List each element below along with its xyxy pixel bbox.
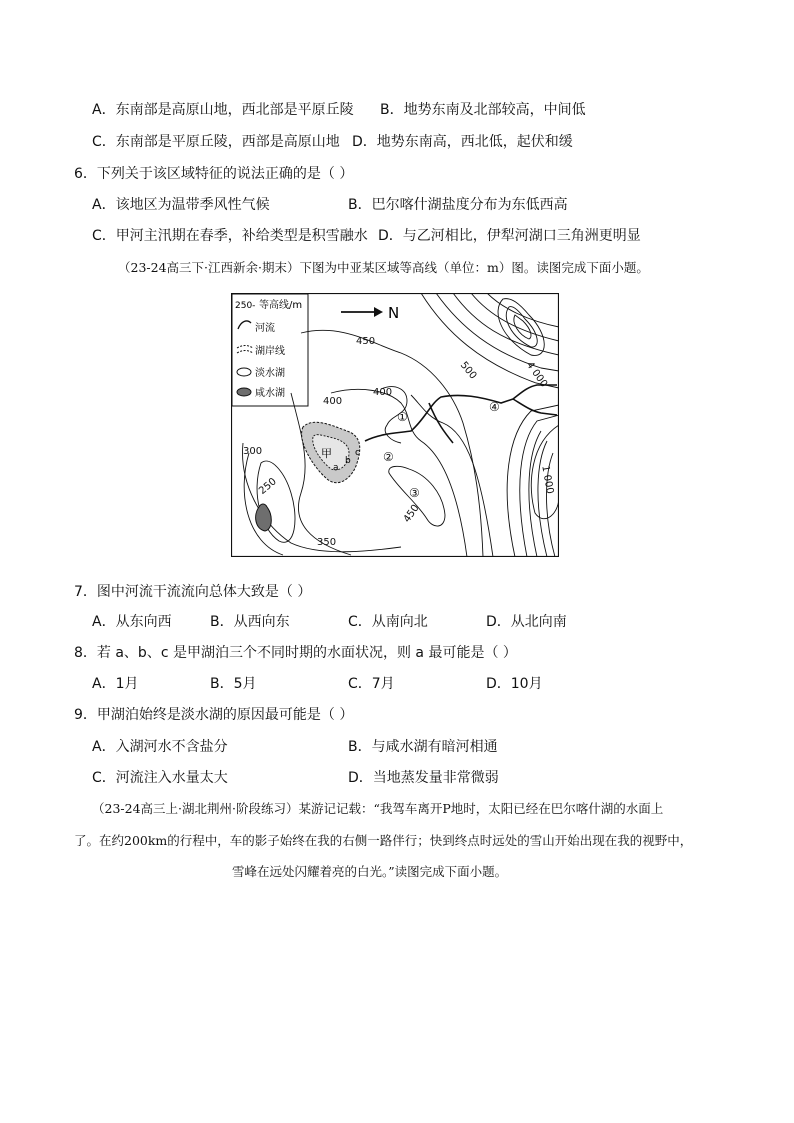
q9-option-d: D．当地蒸发量非常微弱 <box>348 770 499 786</box>
label-4000: 4 000 <box>523 359 550 390</box>
north-label: N <box>388 304 400 322</box>
q9-option-c: C．河流注入水量太大 <box>92 770 228 786</box>
label-b: b <box>345 456 351 466</box>
contour-map <box>231 293 559 557</box>
q5-option-b: B．地势东南及北部较高，中间低 <box>380 102 586 118</box>
label-p4: ④ <box>489 400 500 414</box>
map-legend <box>232 294 308 406</box>
intro-7-9: （23-24高三下·江西新余·期末）下图为中亚某区域等高线（单位：m）图。读图完成下面小题。 <box>118 260 649 275</box>
q9-stem: 9．甲湖泊始终是淡水湖的原因最可能是（ ） <box>74 707 354 723</box>
q6-option-d: D．与乙河相比，伊犁河湖口三角洲更明显 <box>378 228 641 244</box>
label-500: 500 <box>457 359 479 382</box>
legend-salt-lake: 咸水湖 <box>255 388 285 399</box>
legend-fresh-lake-symbol <box>237 368 251 376</box>
q8-option-c: C．7月 <box>348 676 395 692</box>
label-p1: ① <box>397 410 408 424</box>
q9-option-b: B．与咸水湖有暗河相通 <box>348 739 498 755</box>
q6-stem: 6．下列关于该区域特征的说法正确的是（ ） <box>74 166 354 182</box>
label-400a: 400 <box>373 387 393 398</box>
q7-option-a: A．从东向西 <box>92 614 172 630</box>
q5-option-c: C．东南部是平原丘陵，西部是高原山地 <box>92 134 340 150</box>
q9-option-a: A．入湖河水不含盐分 <box>92 739 228 755</box>
q6-option-b: B．巴尔喀什湖盐度分布为东低西高 <box>348 197 568 213</box>
label-400b: 400 <box>323 396 343 407</box>
label-250: 250 <box>257 476 279 497</box>
legend-salt-lake-symbol <box>237 388 251 396</box>
label-jia: 甲 <box>321 447 332 460</box>
label-1000: 1 000 <box>539 464 556 495</box>
intro-next-line2: 了。在约200km的行程中，车的影子始终在我的右侧一路伴行；快到终点时远处的雪山开始出现在我的视野中， <box>74 833 693 848</box>
label-350: 350 <box>317 537 337 548</box>
label-300: 300 <box>243 446 263 457</box>
intro-next-line1: （23-24高三上·湖北荆州·阶段练习）某游记记载：“我驾车离开P地时，太阳已经在巴尔喀什湖的水面上 <box>92 801 664 816</box>
q7-stem: 7．图中河流干流流向总体大致是（ ） <box>74 584 312 600</box>
intro-next-line3: 雪峰在远处闪耀着亮的白光。”读图完成下面小题。 <box>232 864 508 879</box>
q8-option-d: D．10月 <box>486 676 543 692</box>
label-p3: ③ <box>409 486 420 500</box>
q5-option-d: D．地势东南高，西北低，起伏和缓 <box>352 134 573 150</box>
legend-contour-label: 250- <box>235 301 256 311</box>
label-c: c <box>355 448 360 458</box>
label-p2: ② <box>383 450 394 464</box>
q7-option-b: B．从西向东 <box>210 614 290 630</box>
label-450: 450 <box>356 336 376 347</box>
q5-option-a: A．东南部是高原山地，西北部是平原丘陵 <box>92 102 354 118</box>
q6-option-a: A．该地区为温带季风性气候 <box>92 197 270 213</box>
q8-option-a: A．1月 <box>92 676 139 692</box>
legend-fresh-lake: 淡水湖 <box>255 368 285 379</box>
q6-option-c: C．甲河主汛期在春季，补给类型是积雪融水 <box>92 228 368 244</box>
q8-stem: 8．若 a、b、c 是甲湖泊三个不同时期的水面状况，则 a 最可能是（ ） <box>74 645 517 661</box>
legend-shoreline: 湖岸线 <box>255 346 285 357</box>
q8-option-b: B．5月 <box>210 676 257 692</box>
legend-contour: 等高线/m <box>259 300 303 311</box>
label-450b: 450 <box>401 502 422 525</box>
q7-option-c: C．从南向北 <box>348 614 428 630</box>
label-a: a <box>333 463 339 473</box>
legend-river: 河流 <box>255 323 275 334</box>
q7-option-d: D．从北向南 <box>486 614 567 630</box>
